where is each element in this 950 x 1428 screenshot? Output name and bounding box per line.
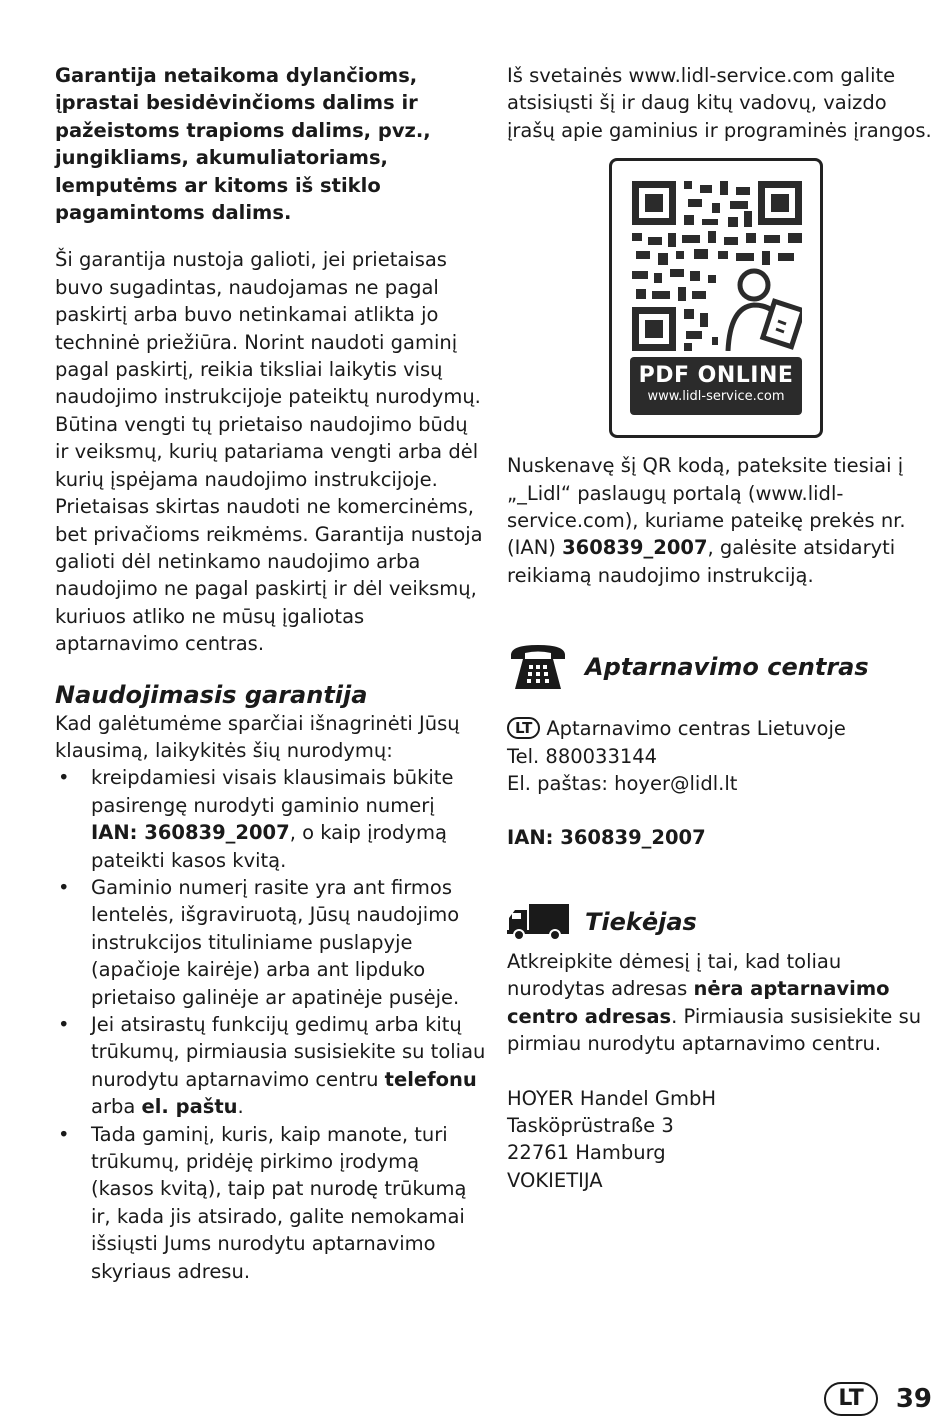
warranty-paragraph-1: Ši garantija nustoja galioti, jei prietaisas buvo sugadintas, naudojamas ne pagal paskirtį arba buvo netinkamai atlikta jo techninė priežiūra. Norint naudoti gaminį pagal paskirtį, reikia tiksliai laikytis visų naudojimo instrukcijoje pateiktų nurodymų. Būtina vengti tų prietaiso naudojimo būdų ir veiksmų, kurių patariama vengti arba dėl kurių įspėjama naudojimo instrukcijoje. bbox=[55, 248, 481, 491]
supplier-note: Atkreipkite dėmesį į tai, kad toliau nurodytas adresas nėra aptarnavimo centro adresas. Pirmiausia susisiekite su pirmiau nurodytu aptarnavimo centru. bbox=[507, 949, 922, 1056]
bullet: • bbox=[58, 1013, 70, 1036]
qr-banner bbox=[630, 357, 802, 415]
qr-code-icon bbox=[632, 181, 802, 351]
download-intro: Iš svetainės www.lidl-service.com galite atsisiųsti šį ir daug kitų vadovų, vaizdo įrašų apie gaminius ir programinės įrangos. bbox=[507, 64, 932, 142]
ian-line: IAN: 360839_2007 bbox=[507, 826, 706, 850]
qr-code-card[interactable] bbox=[609, 158, 823, 438]
right-column bbox=[507, 62, 937, 1194]
list-item: • Tada gaminį, kuris, kaip manote, turi trūkumų, pridėję pirkimo įrodymą (kasos kvitą), taip pat nurodę trūkumą ir, kada jis atsirado, galite nemokamai išsiųsti Jums nurodytu aptarnavimo skyriaus adresu. bbox=[58, 1122, 467, 1283]
supplier-header bbox=[507, 896, 937, 948]
ian-number: 360839_2007 bbox=[562, 536, 708, 560]
left-column bbox=[55, 62, 487, 1285]
list-item: • Gaminio numerį rasite yra ant firmos lentelės, išgraviruotą, Jūsų naudojimo instrukcijos tituliniame puslapyje (apačioje kairėje) arba ant lipduko prietaiso galinėje ar apatinėje pusėje. bbox=[58, 875, 460, 1009]
service-email: El. paštas: hoyer@lidl.lt bbox=[507, 772, 738, 796]
warranty-paragraph-2: Prietaisas skirtas naudoti ne komercinėms, bet privačioms reikmėms. Garantija nustoja galioti dėl netinkamo naudojimo arba naudojimo ne pagal paskirtį ir dėl veiksmų, kuriuos atliko ne mūsų įgaliotas aptarnavimo centras. bbox=[55, 495, 483, 656]
qr-instructions: Nuskenavę šį QR kodą, pateksite tiesiai į „_Lidl“ paslaugų portalą (www.lidl-service.com), kuriame pateikę prekės nr. (IAN) 360839_2007, galėsite atsidaryti reikiamą naudojimo instrukciją. bbox=[507, 454, 906, 587]
telephone-icon bbox=[507, 641, 569, 693]
address-line-company: HOYER Handel GmbH bbox=[507, 1086, 717, 1110]
service-phone: Tel. 880033144 bbox=[507, 744, 658, 768]
list-item: • Jei atsirastų funkcijų gedimų arba kitų trūkumų, pirmiausia susisiekite su toliau nurodytu aptarnavimo centru telefonu arba el. paštu. bbox=[58, 1013, 486, 1119]
qr-banner-title: PDF ONLINE bbox=[638, 363, 794, 389]
address-line-country: VOKIETIJA bbox=[507, 1168, 603, 1192]
bullet: • bbox=[58, 875, 70, 899]
qr-banner-url: www.lidl-service.com bbox=[647, 389, 785, 405]
list-item: • kreipdamiesi visais klausimais būkite pasirengę nurodyti gaminio numerį IAN: 360839_2007, o kaip įrodymą pateikti kasos kvitą. bbox=[58, 766, 454, 872]
truck-icon bbox=[507, 896, 569, 948]
service-center-header bbox=[507, 641, 937, 693]
address-line-street: Tasköprüstraße 3 bbox=[507, 1113, 674, 1137]
address-line-city: 22761 Hamburg bbox=[507, 1141, 666, 1165]
bullet: • bbox=[58, 766, 70, 790]
warranty-exclusion: Garantija netaikoma dylančioms, įprastai besidėvinčioms dalims ir pažeistoms trapioms dalims, pvz., jungikliams, akumuliatoriams, lemputėms ar kitoms iš stiklo pagamintoms dalims. bbox=[55, 64, 431, 225]
language-badge: LT bbox=[824, 1382, 877, 1416]
bullet: • bbox=[58, 1122, 70, 1146]
warranty-steps-list bbox=[55, 764, 487, 1285]
section-heading-warranty-use: Naudojimasis garantija bbox=[55, 680, 368, 709]
country-badge: LT bbox=[507, 717, 540, 739]
section-heading-supplier: Tiekėjas bbox=[585, 907, 697, 936]
page-number: 39 bbox=[895, 1384, 932, 1414]
section-heading-service-center: Aptarnavimo centras bbox=[585, 653, 869, 682]
service-center-line: LT Aptarnavimo centras Lietuvoje bbox=[507, 715, 937, 742]
warranty-use-intro: Kad galėtumėme sparčiai išnagrinėti Jūsų klausimą, laikykitės šių nurodymų: bbox=[55, 711, 460, 762]
ian-number: IAN: 360839_2007 bbox=[91, 821, 290, 845]
page-footer bbox=[824, 1382, 932, 1416]
